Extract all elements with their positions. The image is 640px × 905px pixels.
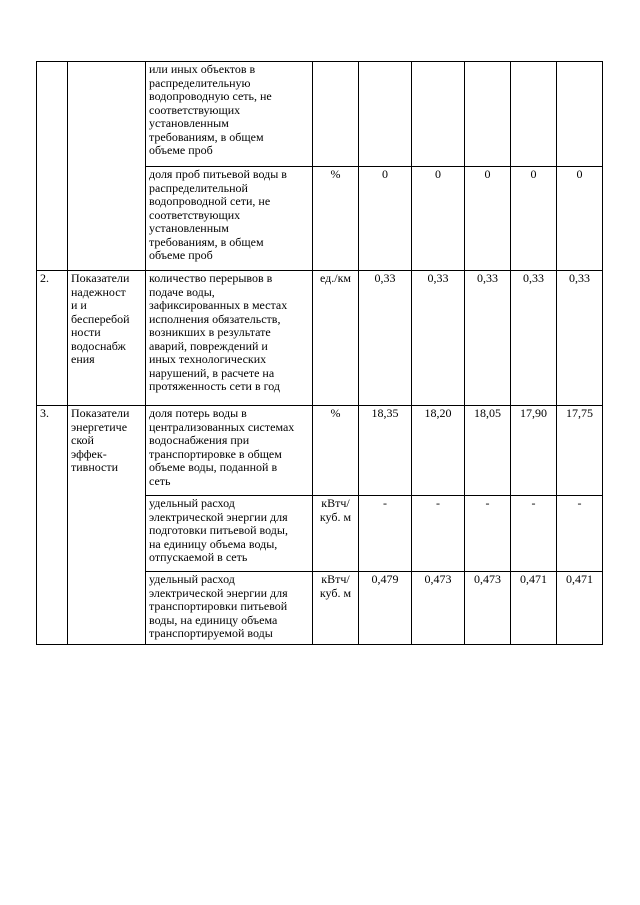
value-cell: 0,473 xyxy=(412,572,465,645)
indicator-group-name xyxy=(68,62,146,271)
value-cell: 0 xyxy=(511,167,557,271)
value-cell: 0,33 xyxy=(412,271,465,406)
value-cell: - xyxy=(359,496,412,572)
indicators-table xyxy=(36,61,603,645)
value-cell: 18,20 xyxy=(412,406,465,496)
indicator-description: доля потерь воды в централизованных системах водоснабжения при транспортировке в общем объеме воды, поданной в сеть xyxy=(146,406,313,496)
row-number: 3. xyxy=(37,406,68,645)
value-cell xyxy=(465,62,511,167)
value-cell: 0 xyxy=(412,167,465,271)
value-cell: 17,75 xyxy=(557,406,603,496)
value-cell: - xyxy=(511,496,557,572)
value-cell: - xyxy=(412,496,465,572)
unit-cell: кВтч/ куб. м xyxy=(313,496,359,572)
value-cell xyxy=(359,62,412,167)
value-cell: 0,479 xyxy=(359,572,412,645)
unit-cell xyxy=(313,62,359,167)
unit-cell: % xyxy=(313,167,359,271)
value-cell: 0,471 xyxy=(511,572,557,645)
indicator-description: доля проб питьевой воды в распределительной водопроводной сети, не соответствующих установленным требованиям, в общем объеме проб xyxy=(146,167,313,271)
indicator-description: или иных объектов в распределительную водопроводную сеть, не соответствующих установленным требованиям, в общем объеме проб xyxy=(146,62,313,167)
value-cell: 0,33 xyxy=(359,271,412,406)
indicator-description: количество перерывов в подаче воды, зафиксированных в местах исполнения обязательств, возникших в результате аварий, повреждений и иных технологических нарушений, в расчете на протяженность сети в год xyxy=(146,271,313,406)
table-row xyxy=(37,406,603,496)
table-row xyxy=(37,62,603,167)
value-cell: 0 xyxy=(359,167,412,271)
value-cell: 0,33 xyxy=(557,271,603,406)
value-cell: 18,35 xyxy=(359,406,412,496)
indicator-group-name: Показатели надежност и и бесперебой ности водоснабж ения xyxy=(68,271,146,406)
table-row xyxy=(37,271,603,406)
indicator-description: удельный расход электрической энергии для транспортировки питьевой воды, на единицу объема транспортируемой воды xyxy=(146,572,313,645)
value-cell: 0 xyxy=(557,167,603,271)
value-cell: 0,471 xyxy=(557,572,603,645)
value-cell: 0,33 xyxy=(511,271,557,406)
value-cell: 18,05 xyxy=(465,406,511,496)
value-cell xyxy=(557,62,603,167)
value-cell: 17,90 xyxy=(511,406,557,496)
row-number xyxy=(37,62,68,271)
unit-cell: кВтч/ куб. м xyxy=(313,572,359,645)
value-cell xyxy=(511,62,557,167)
value-cell: - xyxy=(557,496,603,572)
indicator-description: удельный расход электрической энергии для подготовки питьевой воды, на единицу объема воды, отпускаемой в сеть xyxy=(146,496,313,572)
unit-cell: ед./км xyxy=(313,271,359,406)
value-cell: 0,473 xyxy=(465,572,511,645)
value-cell xyxy=(412,62,465,167)
value-cell: - xyxy=(465,496,511,572)
value-cell: 0,33 xyxy=(465,271,511,406)
indicator-group-name: Показатели энергетиче ской эффек- тивности xyxy=(68,406,146,645)
unit-cell: % xyxy=(313,406,359,496)
row-number: 2. xyxy=(37,271,68,406)
value-cell: 0 xyxy=(465,167,511,271)
